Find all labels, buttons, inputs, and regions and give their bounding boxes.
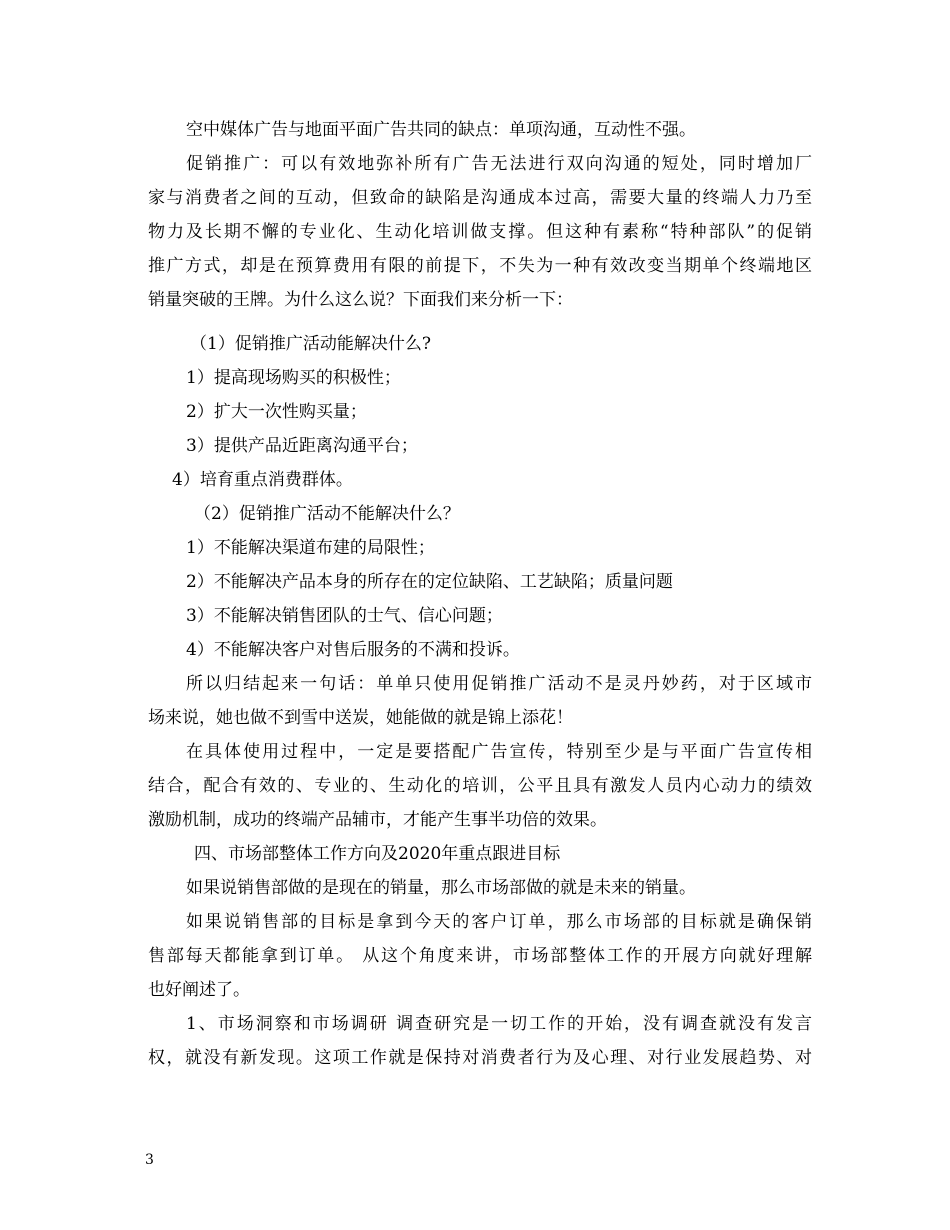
list-item: 2）不能解决产品本身的所存在的定位缺陷、工艺缺陷；质量问题 [186, 572, 673, 592]
page-number: 3 [145, 1152, 154, 1168]
list-item: 3）不能解决销售团队的士气、信心问题； [186, 606, 503, 626]
list-item: 2）扩大一次性购买量； [186, 402, 367, 422]
paragraph-line: 家与消费者之间的互动，但致命的缺陷是沟通成本过高，需要大量的终端人力乃至 [148, 188, 812, 208]
paragraph-line: 物力及长期不懈的专业化、生动化培训做支撑。但这种有素称“特种部队”的促销 [148, 222, 812, 242]
list-heading: （1）促销推广活动能解决什么? [190, 334, 431, 354]
paragraph-line: 也好阐述了。 [148, 980, 250, 1000]
list-item: 4）不能解决客户对售后服务的不满和投诉。 [186, 640, 520, 660]
paragraph-line: 售部每天都能拿到订单。 从这个角度来讲，市场部整体工作的开展方向就好理解 [148, 946, 812, 966]
section-heading: 四、市场部整体工作方向及2020年重点跟进目标 [194, 844, 561, 864]
paragraph-line: 销量突破的王牌。为什么这么说？下面我们来分析一下： [148, 290, 573, 310]
paragraph-line: 权，就没有新发现。这项工作就是保持对消费者行为及心理、对行业发展趋势、对 [148, 1048, 812, 1068]
paragraph-line: 所以归结起来一句话：单单只使用促销推广活动不是灵丹妙药，对于区域市 [186, 674, 812, 694]
list-item: 3）提供产品近距离沟通平台； [186, 436, 418, 456]
paragraph-line: 结合，配合有效的、专业的、生动化的培训，公平且具有激发人员内心动力的绩效 [148, 776, 812, 796]
list-heading: （2）促销推广活动不能解决什么？ [194, 504, 460, 524]
paragraph-line: 推广方式，却是在预算费用有限的前提下，不失为一种有效改变当期单个终端地区 [148, 256, 812, 276]
paragraph-line: 在具体使用过程中，一定是要搭配广告宣传，特别至少是与平面广告宣传相 [186, 742, 812, 762]
paragraph-line: 如果说销售部的目标是拿到今天的客户订单，那么市场部的目标就是确保销 [186, 912, 812, 932]
paragraph-line: 1、市场洞察和市场调研 调查研究是一切工作的开始，没有调查就没有发言 [186, 1014, 812, 1034]
list-item: 1）提高现场购买的积极性； [186, 368, 401, 388]
list-item: 4）培育重点消费群体。 [172, 470, 353, 490]
list-item: 1）不能解决渠道布建的局限性； [186, 538, 435, 558]
paragraph-line: 空中媒体广告与地面平面广告共同的缺点：单项沟通，互动性不强。 [186, 120, 696, 140]
paragraph-line: 激励机制，成功的终端产品辅市，才能产生事半功倍的效果。 [148, 810, 607, 830]
paragraph-line: 场来说，她也做不到雪中送炭，她能做的就是锦上添花！ [148, 708, 573, 728]
paragraph-line: 促销推广：可以有效地弥补所有广告无法进行双向沟通的短处，同时增加厂 [186, 154, 812, 174]
paragraph-line: 如果说销售部做的是现在的销量，那么市场部做的就是未来的销量。 [186, 878, 696, 898]
